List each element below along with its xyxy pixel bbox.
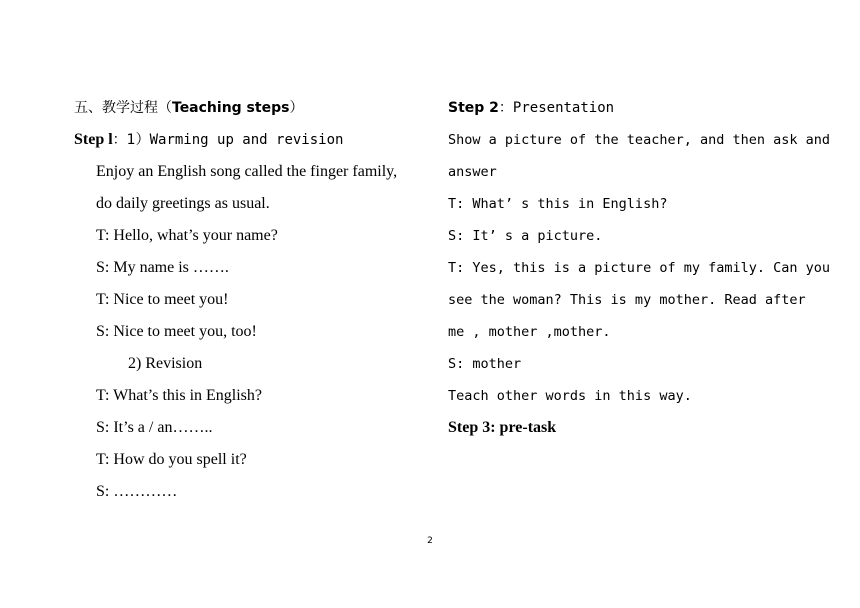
step1-title: Warming up and revision (149, 132, 344, 148)
left-line-3: T: Hello, what’s your name? (96, 227, 278, 244)
right-line-7: me , mother ,mother. (448, 324, 611, 340)
left-line-2: do daily greetings as usual. (96, 195, 270, 212)
right-line-3: T: What’ s this in English? (448, 196, 668, 212)
step3-heading: Step 3: pre-task (448, 419, 557, 436)
left-line-5: T: Nice to meet you! (96, 291, 229, 308)
step2-separator: ： (498, 100, 513, 116)
revision-line-2: S: It’s a / an…….. (96, 419, 213, 436)
right-line-2: answer (448, 164, 497, 180)
step2-label: Step 2 (448, 100, 499, 116)
left-column (74, 92, 424, 508)
step1-separator: ：1） (112, 132, 150, 148)
left-line-4: S: My name is ……. (96, 259, 229, 276)
section-heading (74, 92, 424, 124)
heading-bold: Teaching steps (172, 100, 290, 116)
revision-line-3: T: How do you spell it? (96, 451, 247, 468)
revision-line-4: S: ………… (96, 483, 178, 500)
step2-title: Presentation (512, 100, 615, 116)
step1-label: Step l (74, 131, 113, 148)
step1-heading (74, 124, 424, 156)
heading-prefix: 五、教学过程（ (74, 100, 172, 116)
revision-line-1: T: What’s this in English? (96, 387, 263, 404)
right-line-4: S: It’ s a picture. (448, 228, 603, 244)
right-line-1: Show a picture of the teacher, and then ask and (448, 132, 831, 148)
right-line-6: see the woman? This is my mother. Read after (448, 292, 806, 308)
left-line-1: Enjoy an English song called the finger family, (96, 163, 398, 180)
revision-title: 2) Revision (128, 355, 203, 372)
right-line-5: T: Yes, this is a picture of my family. Can you (448, 260, 831, 276)
right-line-8: S: mother (448, 356, 522, 372)
right-line-9: Teach other words in this way. (448, 388, 692, 404)
step2-heading (448, 92, 818, 124)
right-column (448, 92, 831, 444)
page-number: 2 (427, 536, 433, 546)
left-line-6: S: Nice to meet you, too! (96, 323, 257, 340)
heading-suffix: ） (289, 100, 304, 116)
